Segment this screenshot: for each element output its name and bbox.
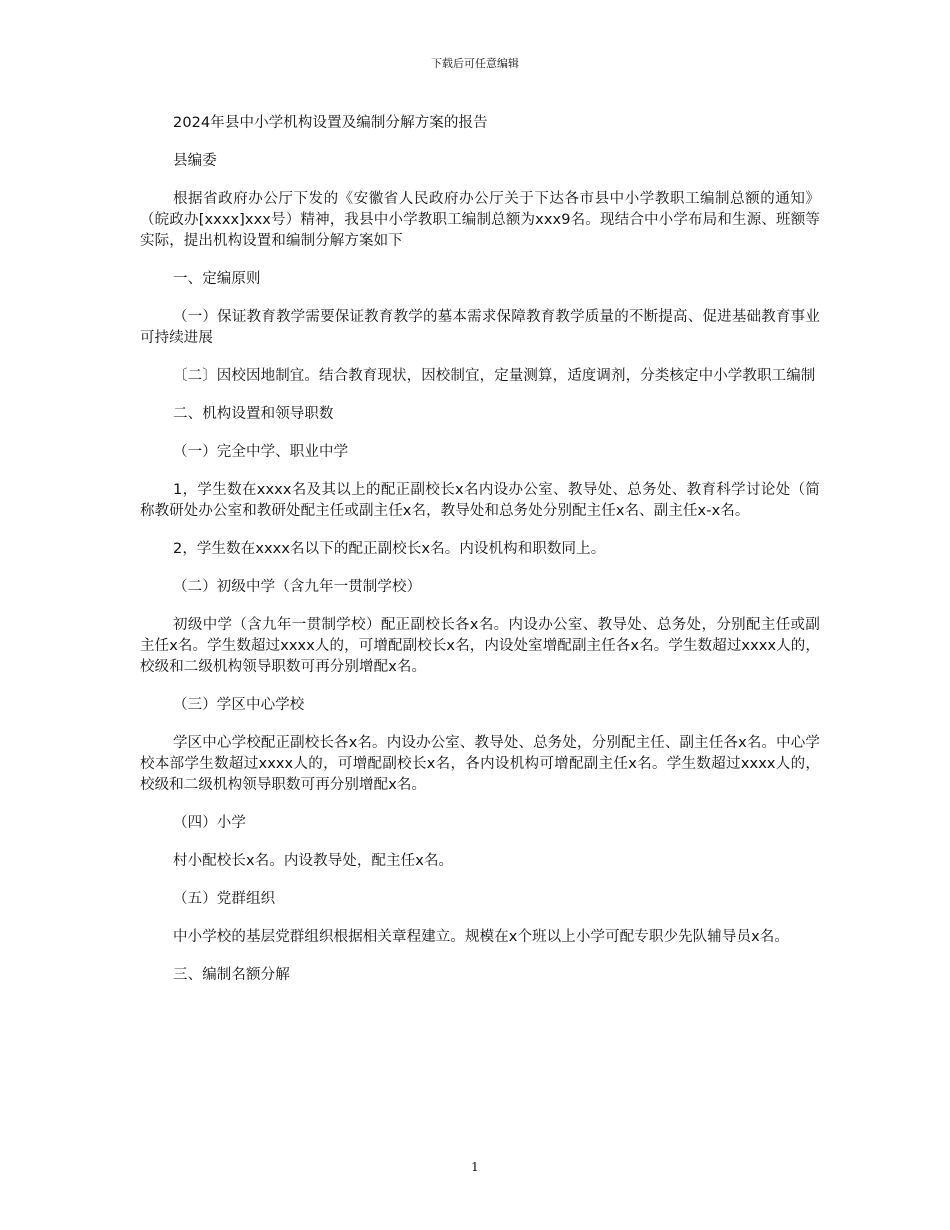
subsection-heading: （一）完全中学、职业中学 <box>173 444 349 460</box>
list-item: （一）保证教育教学需要保证教育教学的墓本需求保障教育教学质量的不断提高、促进基础教育事业可持续进展 <box>140 309 820 346</box>
list-item: 1，学生数在xxxx名及其以上的配正副校长x名内设办公室、教导处、总务处、教育科学讨论处（简称教研处办公室和教研处配主任或副主任x名，教导处和总务处分别配主任x名、副主任x-x名。 <box>140 482 820 519</box>
body-paragraph: 村小配校长x名。内设教导处，配主任x名。 <box>173 853 454 869</box>
list-item: 〔二〕因校因地制宜。结合教育现状，因校制宜，定量测算，适度调剂，分类核定中小学教职工编制 <box>173 368 816 384</box>
body-paragraph: 中小学校的基层党群组织根据相关章程建立。规模在x个班以上小学可配专职少先队辅导员x名。 <box>173 929 789 945</box>
intro-paragraph: 根据省政府办公厅下发的《安徽省人民政府办公厅关于下达各市县中小学教职工编制总额的通知》（皖政办[xxxx]xxx号）精神，我县中小学教职工编制总额为xxx9名。现结合中小学布局和生源、班额等实际，提出机构设置和编制分解方案如下 <box>140 191 820 249</box>
subsection-heading: （五）党群组织 <box>173 891 276 907</box>
section-heading: 三、编制名额分解 <box>173 967 290 983</box>
page-header: 下载后可任意编辑 <box>431 57 519 70</box>
document-title: 2024年县中小学机构设置及编制分解方案的报告 <box>173 115 488 131</box>
body-paragraph: 初级中学（含九年一贯制学校）配正副校长各x名。内设办公室、教导处、总务处，分别配主任或副主任x名。学生数超过xxxx人的，可增配副校长x名，内设处室增配副主任各x名。学生数超过xxxx人的，校级和二级机构领导职数可再分别增配x名。 <box>140 617 820 675</box>
subsection-heading: （三）学区中心学校 <box>173 697 305 713</box>
subsection-heading: （二）初级中学（含九年一贯制学校） <box>173 579 422 595</box>
section-heading: 二、机构设置和领导职数 <box>173 406 334 422</box>
document-body <box>140 113 820 1003</box>
body-paragraph: 学区中心学校配正副校长各x名。内设办公室、教导处、总务处，分别配主任、副主任各x名。中心学校本部学生数超过xxxx人的，可增配副校长x名，各内设机构可增配副主任x名。学生数超过xxxx人的，校级和二级机构领导职数可再分别增配x名。 <box>140 735 820 793</box>
page-number: 1 <box>471 1160 479 1174</box>
section-heading: 一、定编原则 <box>173 271 261 287</box>
subsection-heading: （四）小学 <box>173 815 246 831</box>
recipient: 县编委 <box>173 153 217 169</box>
list-item: 2，学生数在xxxx名以下的配正副校长x名。内设机构和职数同上。 <box>173 541 606 557</box>
